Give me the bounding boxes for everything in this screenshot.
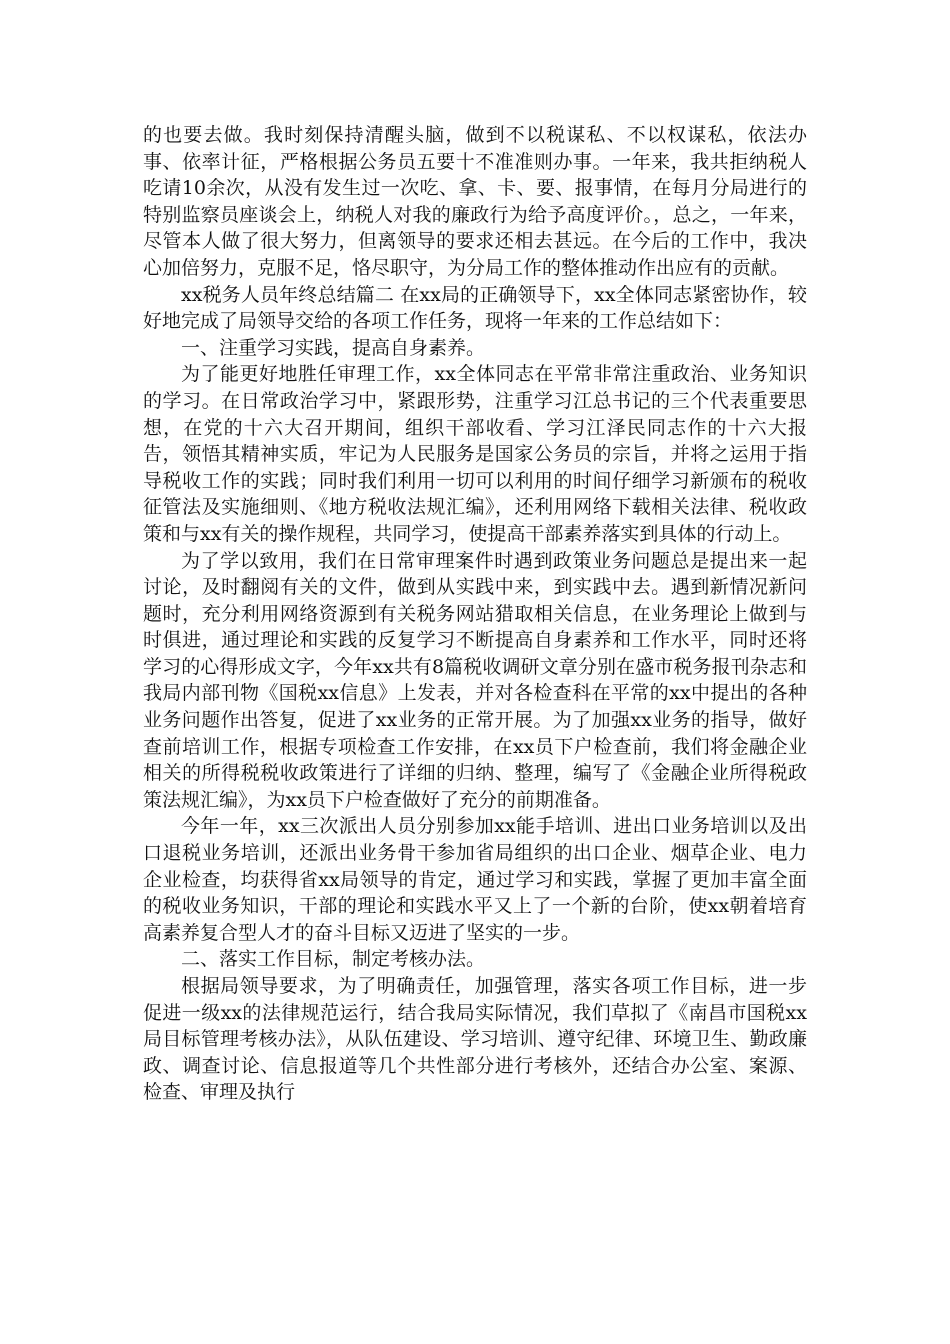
paragraph-5: 为了学以致用，我们在日常审理案件时遇到政策业务问题总是提出来一起讨论，及时翻阅有关的文件，做到从实践中来，到实践中去。遇到新情况新问题时，充分利用网络资源到有关税务网站猎取相关信息，在业务理论上做到与时俱进，通过理论和实践的反复学习不断提高自身素养和工作水平，同时还将学习的心得形成文字，今年xx共有8篇税收调研文章分别在盛市税务报刊杂志和我局内部刊物《国税xx信息》上发表，并对各检查科在平常的xx中提出的各种业务问题作出答复，促进了xx业务的正常开展。为了加强xx业务的指导，做好查前培训工作，根据专项检查工作安排，在xx员下户检查前，我们将金融企业相关的所得税税收政策进行了详细的归纳、整理，编写了《金融企业所得税政策法规汇编》，为xx员下户检查做好了充分的前期准备。 <box>143 549 807 811</box>
document-page <box>143 122 807 1106</box>
paragraph-1: 的也要去做。我时刻保持清醒头脑，做到不以税谋私、不以权谋私，依法办事、依率计征，严格根据公务员五要十不准准则办事。一年来，我共拒纳税人吃请10余次，从没有发生过一次吃、拿、卡、要、报事情，在每月分局进行的特别监察员座谈会上，纳税人对我的廉政行为给予高度评价。，总之，一年来，尽管本人做了很大努力，但离领导的要求还相去甚远。在今后的工作中，我决心加倍努力，克服不足，恪尽职守，为分局工作的整体推动作出应有的贡献。 <box>143 124 807 279</box>
paragraph-8: 根据局领导要求，为了明确责任，加强管理，落实各项工作目标，进一步促进一级xx的法律规范运行，结合我局实际情况，我们草拟了《南昌市国税xx局目标管理考核办法》，从队伍建设、学习培训、遵守纪律、环境卫生、勤政廉政、调查讨论、信息报道等几个共性部分进行考核外，还结合办公室、案源、检查、审理及执行 <box>143 975 807 1104</box>
paragraph-2: xx税务人员年终总结篇二 在xx局的正确领导下，xx全体同志紧密协作，较好地完成了局领导交给的各项工作任务，现将一年来的工作总结如下： <box>143 283 807 333</box>
section-heading-2: 二、落实工作目标，制定考核办法。 <box>181 948 486 971</box>
section-heading-1: 一、注重学习实践，提高自身素养。 <box>181 336 486 359</box>
paragraph-4: 为了能更好地胜任审理工作，xx全体同志在平常非常注重政治、业务知识的学习。在日常政治学习中，紧跟形势，注重学习江总书记的三个代表重要思想，在党的十六大召开期间，组织干部收看、学习江泽民同志作的十六大报告，领悟其精神实质，牢记为人民服务是国家公务员的宗旨，并将之运用于指导税收工作的实践；同时我们利用一切可以利用的时间仔细学习新颁布的税收征管法及实施细则、《地方税收法规汇编》，还利用网络下载相关法律、税收政策和与xx有关的操作规程，共同学习，使提高干部素养落实到具体的行动上。 <box>143 363 807 545</box>
paragraph-6: 今年一年，xx三次派出人员分别参加xx能手培训、进出口业务培训以及出口退税业务培训，还派出业务骨干参加省局组织的出口企业、烟草企业、电力企业检查，均获得省xx局领导的肯定，通过学习和实践，掌握了更加丰富全面的税收业务知识，干部的理论和实践水平又上了一个新的台阶，使xx朝着培育高素养复合型人才的奋斗目标又迈进了坚实的一步。 <box>143 815 807 944</box>
